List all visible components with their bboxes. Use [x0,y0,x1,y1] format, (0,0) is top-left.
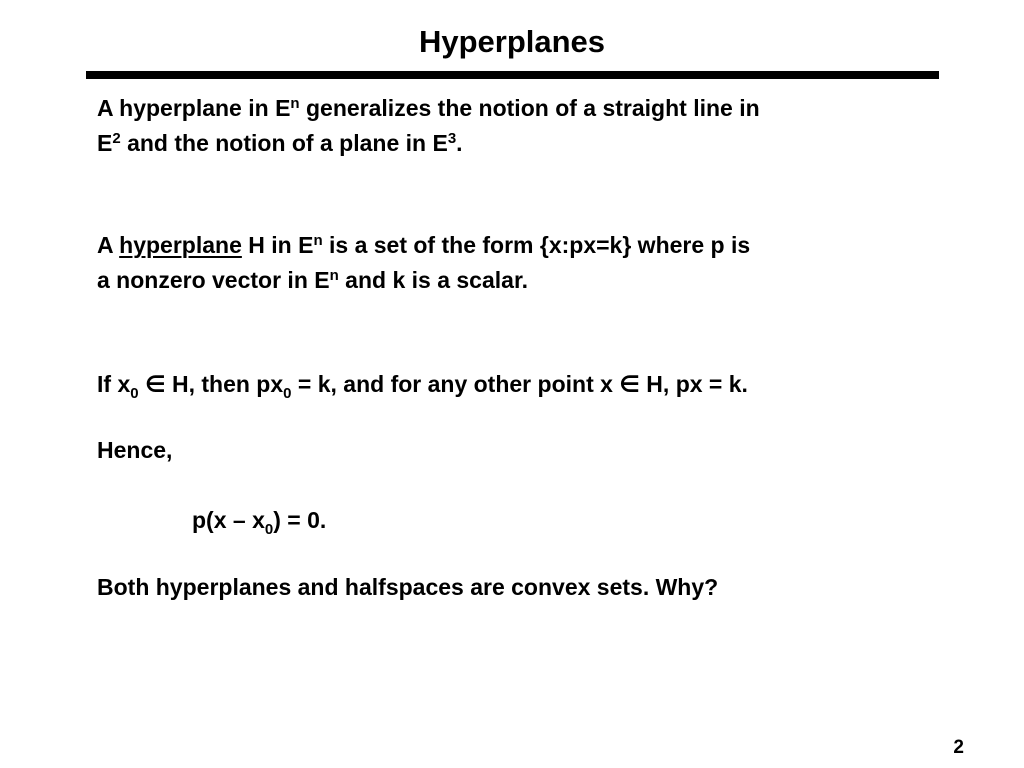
title-divider [86,71,939,79]
page-number: 2 [953,737,964,758]
slide-title: Hyperplanes [418,24,606,59]
equation: $p(x - x_0) = 0$. [192,507,327,538]
superscript: 3 [447,130,457,147]
underlined-term: hyperplane [119,232,242,258]
subscript: 0 [264,521,274,538]
superscript: n [313,232,323,249]
convexity-question: Both hyperplanes and halfspaces are convex sets. Why? [97,574,719,600]
definition-intro-paragraph: A hyperplane in $E^n$ generalizes the notion of a straight line in $E^2$ and the notion of a plane in $E^3$. [97,95,760,156]
superscript: n [290,95,300,112]
superscript: 2 [112,130,121,147]
subscript: 0 [130,385,139,402]
hence-line: Hence, [97,437,173,463]
subscript: 0 [283,385,292,402]
membership-statement: If $x_0$ ∈ H, then $px_0 = k$, and for any other point x ∈ H, px = k. [97,371,748,402]
hyperplane-definition-paragraph: A hyperplane H in $E^n$ is a set of the form {x:px=k} where p is a nonzero vector in $E^n$ and k is a scalar. [97,232,751,293]
superscript: n [329,267,339,284]
